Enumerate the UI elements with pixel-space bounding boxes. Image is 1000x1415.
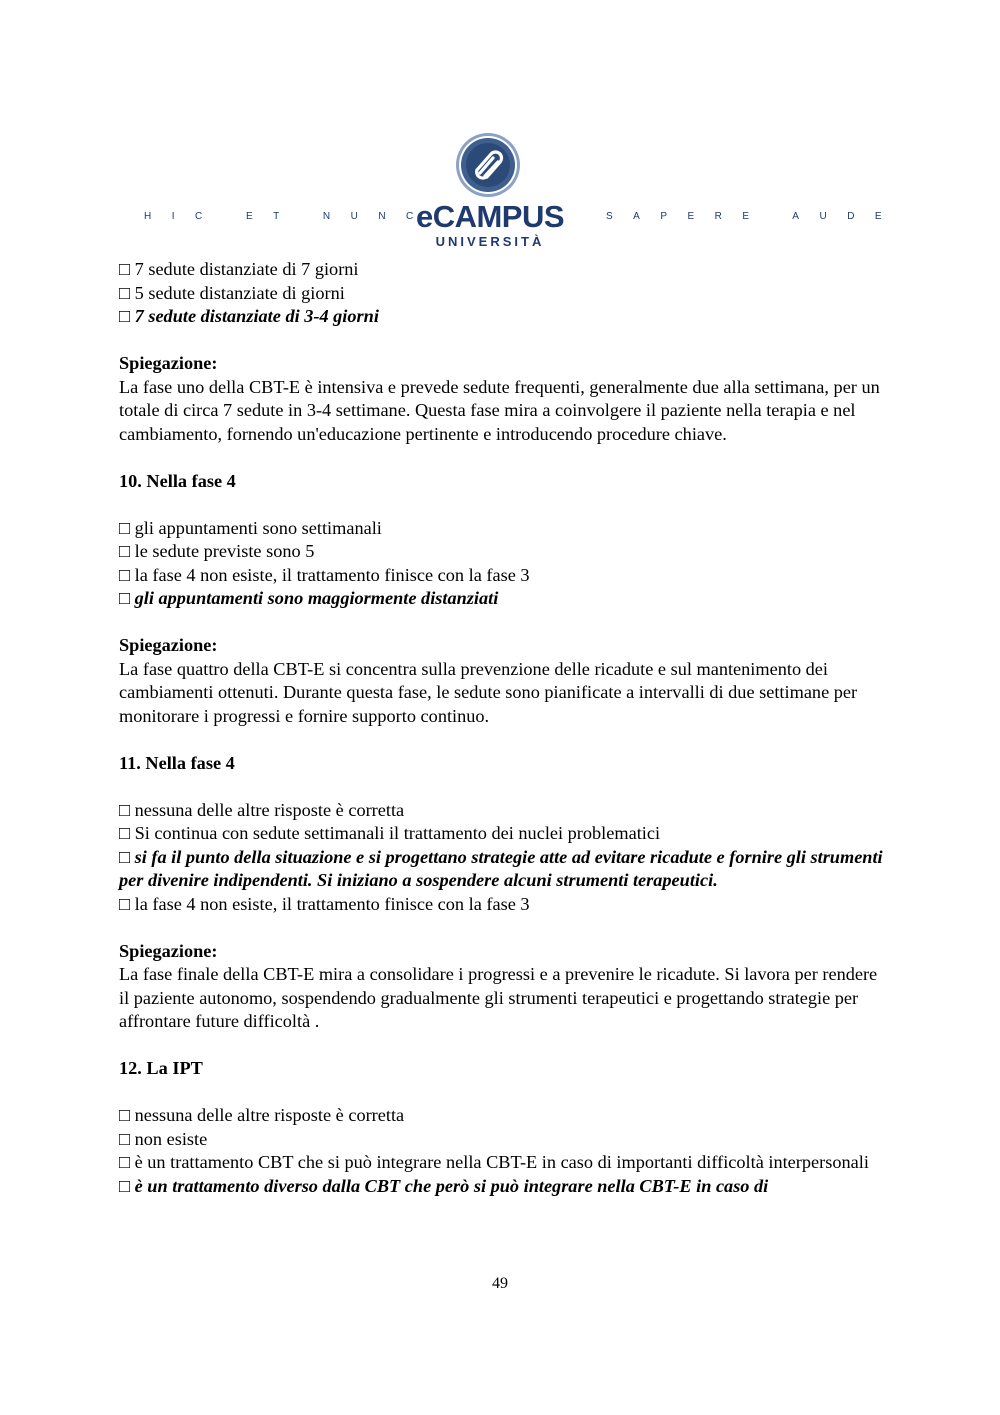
answer-option: □ gli appuntamenti sono settimanali [119, 517, 382, 538]
answer-option: □ le sedute previste sono 5 [119, 541, 315, 561]
answer-option: □ nessuna delle altre risposte è corretta [119, 1105, 405, 1125]
explanation-text: La fase quattro della CBT-E si concentra sulla prevenzione delle ricadute e sul mantenimento dei cambiamenti ottenuti. Durante questa fase, le sedute sono pianificate a intervalli di due settimane per monitorare i progressi e fornire supporto continuo. [119, 658, 858, 726]
answer-option: □ non esiste [119, 1128, 208, 1149]
answer-option: □ 7 sedute distanziate di 7 giorni [119, 259, 359, 279]
explanation-label: Spiegazione: [119, 940, 218, 961]
question-title: 11. Nella fase 4 [119, 752, 235, 773]
explanation-label: Spiegazione: [119, 635, 218, 655]
page-content [119, 258, 889, 1198]
correct-answer-option: □ si fa il punto della situazione e si progettano strategie atte ad evitare ricadute e fornire gli strumenti per divenire indipendenti. Si iniziano a sospendere alcuni strumenti terapeutici. [119, 846, 883, 890]
motto-right: SAPERE AUDE [606, 211, 903, 222]
answer-option: □ 5 sedute distanziate di giorni [119, 282, 345, 303]
option-list [119, 258, 889, 329]
explanation-text: La fase uno della CBT-E è intensiva e prevede sedute frequenti, generalmente due alla settimana, per un totale di circa 7 sedute in 3-4 settimane. Questa fase mira a coinvolgere il paziente nella terapia e nel cambiamento, fornendo un'educazione pertinente e introducendo procedure chiave. [119, 376, 880, 444]
question-title: 12. La IPT [119, 1058, 203, 1078]
page-number: 49 [492, 1275, 508, 1292]
answer-option: □ è un trattamento CBT che si può integrare nella CBT-E in caso di importanti difficoltà interpersonali [119, 1152, 869, 1172]
correct-answer-option: □ è un trattamento diverso dalla CBT che però si può integrare nella CBT-E in caso di [119, 1175, 769, 1196]
ecampus-emblem-icon [455, 132, 521, 198]
correct-answer-option: □ gli appuntamenti sono maggiormente distanziati [119, 588, 499, 608]
motto-left: HIC ET NUNC [144, 211, 434, 222]
question-title: 10. Nella fase 4 [119, 470, 236, 491]
page-header [0, 128, 1000, 258]
brand-logo-text: eCAMPUS [415, 199, 565, 234]
explanation-label: Spiegazione: [119, 353, 218, 373]
answer-option: □ la fase 4 non esiste, il trattamento finisce con la fase 3 [119, 893, 530, 914]
option-list [119, 1104, 889, 1198]
explanation-text: La fase finale della CBT-E mira a consolidare i progressi e a prevenire le ricadute. Si lavora per rendere il paziente autonomo, sospendendo gradualmente gli strumenti terapeutici e progettando strategie per affrontare future difficoltà . [119, 964, 878, 1031]
answer-option: □ nessuna delle altre risposte è corretta [119, 799, 405, 820]
option-list [119, 517, 889, 611]
answer-option: □ Si continua con sedute settimanali il trattamento dei nuclei problematici [119, 823, 661, 843]
option-list [119, 799, 889, 917]
correct-answer-option: □ 7 sedute distanziate di 3-4 giorni [119, 306, 379, 326]
brand-subtitle: UNIVERSITÀ [435, 234, 545, 249]
answer-option: □ la fase 4 non esiste, il trattamento finisce con la fase 3 [119, 564, 530, 585]
